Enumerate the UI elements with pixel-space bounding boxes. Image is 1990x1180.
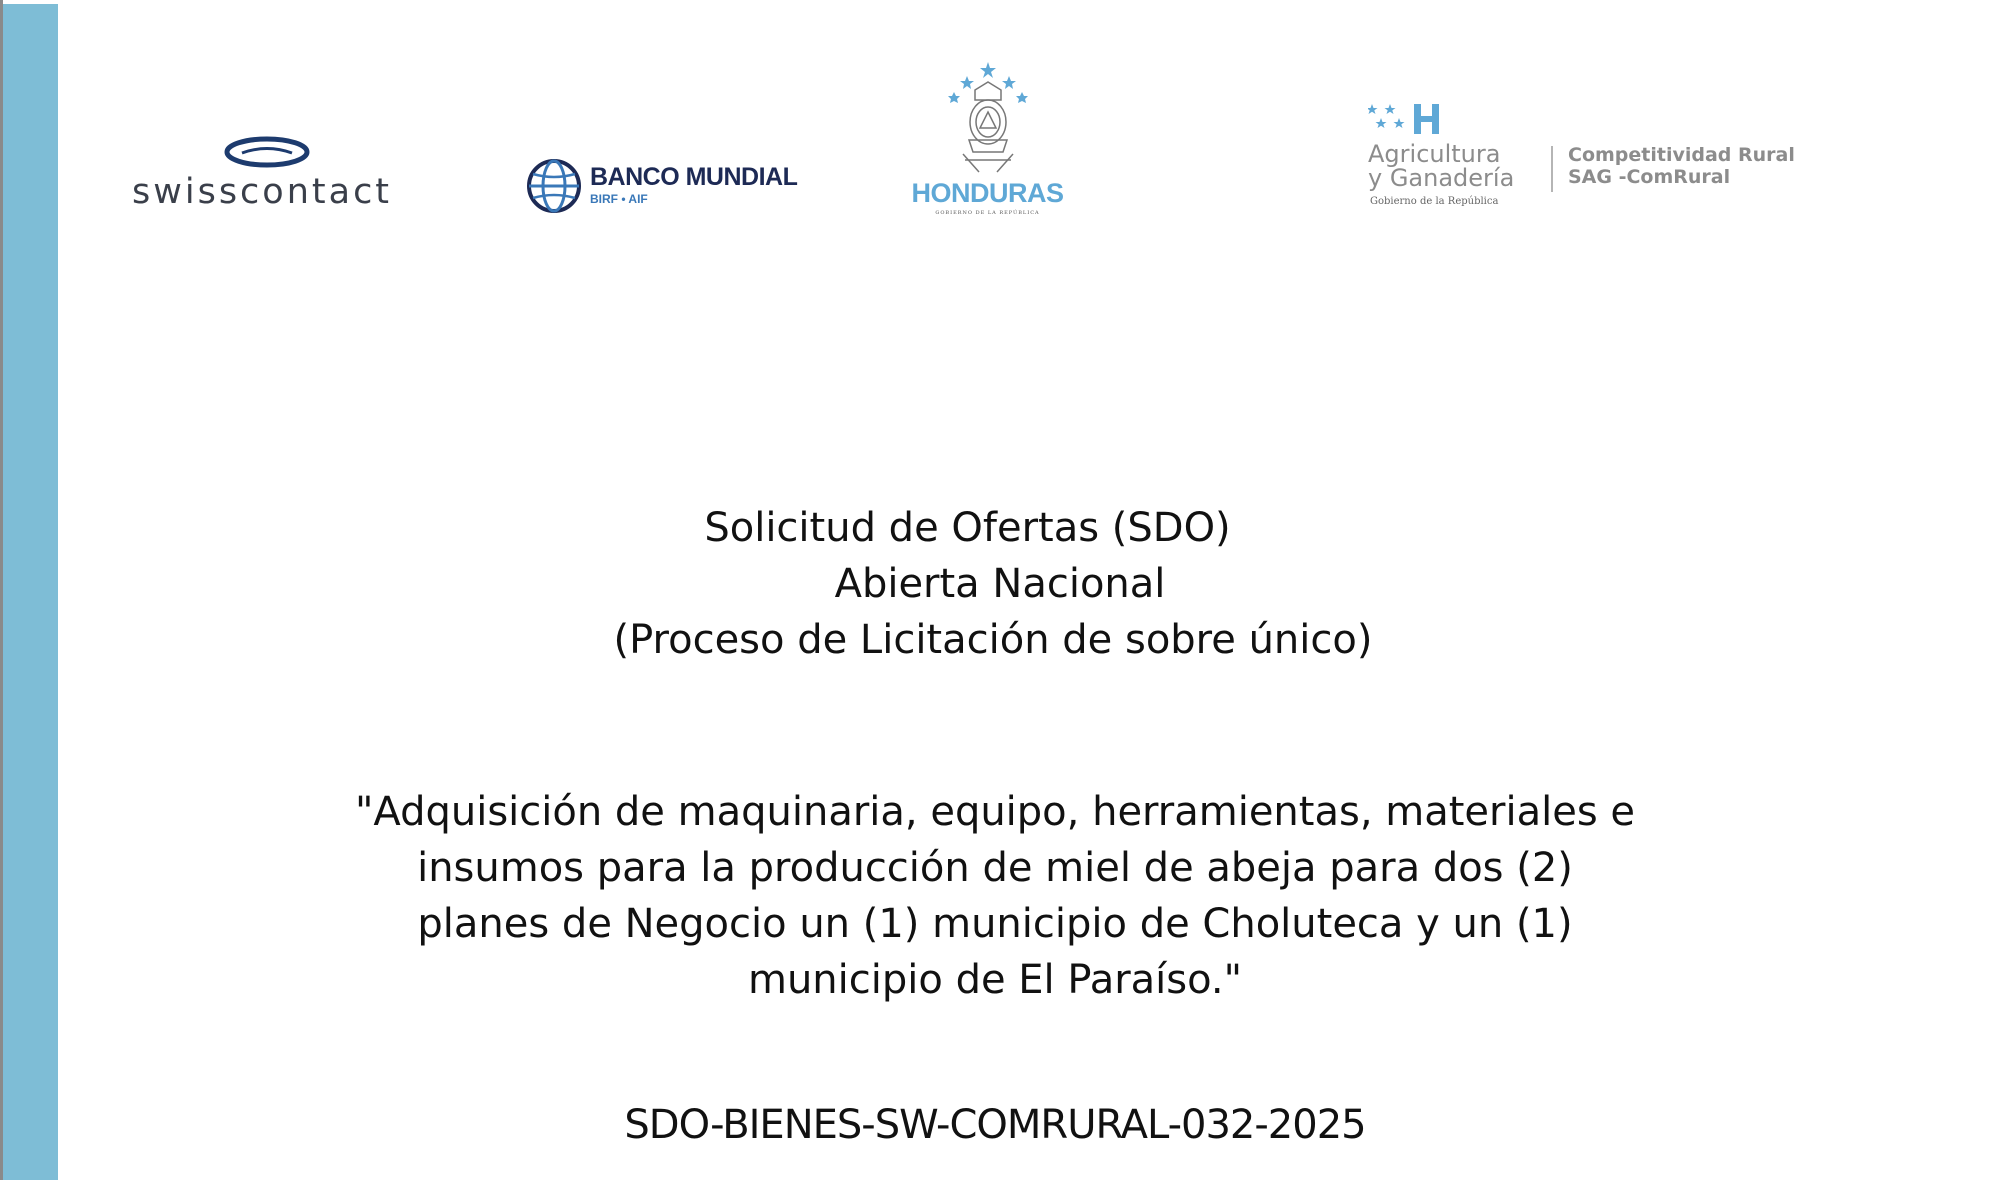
title-line: Solicitud de Ofertas (SDO) [704,505,1231,551]
sag-government-label: Gobierno de la República [1370,196,1499,207]
title-line: Abierta Nacional [834,561,1166,607]
process-reference [0,1100,1990,1150]
swisscontact-wordmark: swisscontact [132,172,393,212]
sag-right-line-1: Competitividad Rural [1568,144,1795,166]
sag-comrural-logo [1368,96,1848,216]
title-line: (Proceso de Licitación de sobre único) [613,617,1373,663]
description-line: planes de Negocio un (1) municipio de Choluteca y un (1) [417,901,1573,947]
document-title [0,500,1990,668]
swisscontact-mark-icon [222,134,312,170]
banco-mundial-logo [526,156,796,218]
procurement-description [0,784,1990,1008]
sag-line-1: Agricultura [1368,140,1501,168]
banco-mundial-subtitle: BIRF • AIF [590,192,648,206]
sag-line-2: y Ganadería [1368,164,1515,192]
sag-divider [1551,146,1553,192]
honduras-crest-icon [945,60,1031,176]
honduras-name: HONDURAS [911,178,1064,208]
description-line: municipio de El Paraíso." [747,957,1243,1003]
reference-code: SDO-BIENES-SW-COMRURAL-032-2025 [624,1102,1366,1148]
globe-icon [526,158,582,214]
description-line: "Adquisición de maquinaria, equipo, herramientas, materiales e [355,789,1635,835]
swisscontact-logo [132,134,404,214]
sag-right-line-2: SAG -ComRural [1568,166,1731,188]
banco-mundial-name: BANCO MUNDIAL [590,163,798,191]
stars-h-icon [1368,100,1448,140]
description-line: insumos para la producción de miel de abeja para dos (2) [417,845,1573,891]
honduras-logo [900,60,1090,220]
honduras-subtitle: GOBIERNO DE LA REPÚBLICA [935,210,1040,216]
